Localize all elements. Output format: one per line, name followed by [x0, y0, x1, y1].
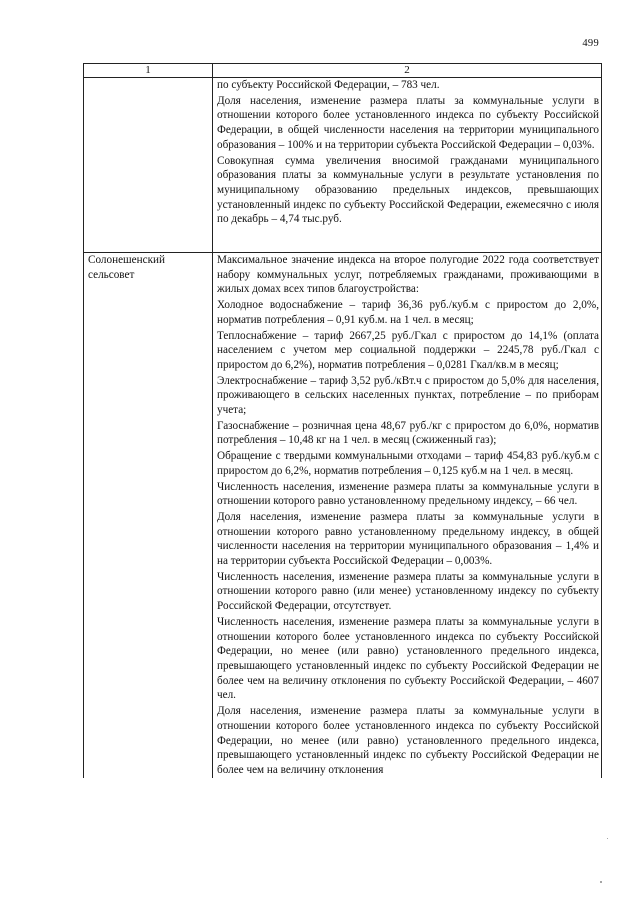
paragraph: Обращение с твердыми коммунальными отходами – тариф 454,83 руб./куб.м с приростом до 6,2%, норматив потребления – 0,125 куб.м на 1 чел. в месяц. [217, 450, 599, 477]
paragraph: Теплоснабжение – тариф 2667,25 руб./Гкал с приростом до 14,1% (оплата населением с учетом мер социальной поддержки – 2245,78 руб./Гкал с приростом до 6,2%), норматив потребления – 0,0281 Гкал/кв.м в месяц; [217, 329, 599, 371]
description-cell [213, 253, 602, 778]
scan-speck [607, 838, 608, 839]
paragraph: Доля населения, изменение размера платы за коммунальные услуги в отношении которого равно установленному предельному индексу, в общей численности населения на территории муниципального образования – 1,4% и на территории субъекта Российской Федерации – 0,003%. [217, 510, 599, 568]
scan-speck [600, 881, 602, 883]
paragraph: Электроснабжение – тариф 3,52 руб./кВт.ч с приростом до 5,0% для населения, проживающего в сельских населенных пунктах, потребление – по приборам учета; [217, 374, 599, 417]
page-number: 499 [582, 38, 599, 49]
document-table [83, 63, 602, 778]
table-row [84, 78, 602, 253]
column-2-header: 2 [213, 64, 602, 78]
table-row [84, 253, 602, 778]
description-cell [213, 78, 602, 253]
paragraph: Максимальное значение индекса на второе полугодие 2022 года соответствует набору коммунальных услуг, потребляемых гражданами, проживающими в жилых домах всех типов благоустройства: [217, 254, 599, 296]
paragraph: Доля населения, изменение размера платы за коммунальные услуги в отношении которого более установленного индекса по субъекту Российской Федерации, в общей численности населения на территории муниципального образования – 100% и на территории субъекта Российской Федерации – 0,03%. [217, 94, 599, 151]
paragraph: Численность населения, изменение размера платы за коммунальные услуги в отношении которого более установленного индекса по субъекту Российской Федерации, но менее (или равно) установленного предельного индекса, превышающего установленный индекс по субъекту Российской Федерации не более чем на величину отклонения по субъекту Российской Федерации, – 4607 чел. [217, 615, 599, 702]
paragraph: Газоснабжение – розничная цена 48,67 руб./кг с приростом до 6,0%, норматив потребления – 10,48 кг на 1 чел. в месяц (сжиженный газ); [217, 419, 599, 447]
paragraph: Совокупная сумма увеличения вносимой гражданами муниципального образования платы за коммунальные услуги в результате установления по муниципальному образованию предельных индексов, превышающих установленный индекс по субъекту Российской Федерации, ежемесячно с июля по декабрь – 4,74 тыс.руб. [217, 154, 599, 226]
paragraph: Численность населения, изменение размера платы за коммунальные услуги в отношении которого равно установленному предельному индексу, – 66 чел. [217, 480, 599, 508]
column-1-header: 1 [84, 64, 213, 78]
table-header [84, 64, 602, 78]
paragraph: Доля населения, изменение размера платы за коммунальные услуги в отношении которого более установленного индекса по субъекту Российской Федерации, но менее (или равно) установленного предельного индекса, превышающего установленный индекс по субъекту Российской Федерации не более чем на величину отклонения [217, 705, 599, 776]
paragraph: Численность населения, изменение размера платы за коммунальные услуги в отношении которого равно (или менее) установленному индексу по субъекту Российской Федерации, отсутствует. [217, 570, 599, 613]
municipality-cell [84, 78, 213, 253]
municipality-cell: Солонешенский сельсовет [84, 253, 213, 778]
paragraph: по субъекту Российской Федерации, – 783 чел. [217, 79, 440, 91]
paragraph: Холодное водоснабжение – тариф 36,36 руб./куб.м с приростом до 2,0%, норматив потребления – 0,91 куб.м. на 1 чел. в месяц; [217, 299, 599, 326]
